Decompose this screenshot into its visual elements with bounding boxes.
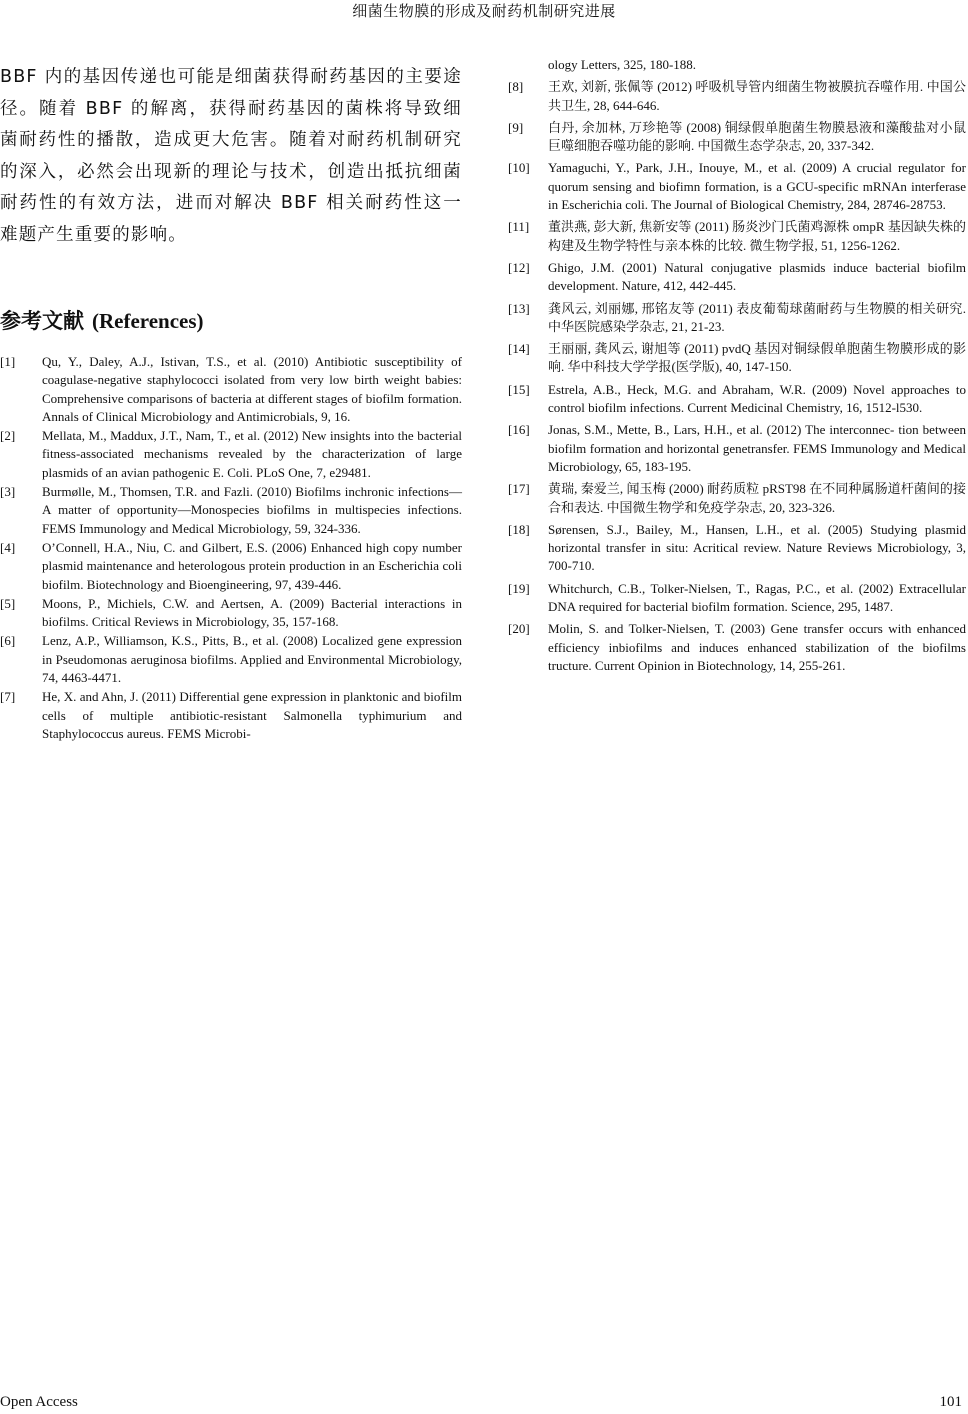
reference-text: Jonas, S.M., Mette, B., Lars, H.H., et al. (2012) The interconnec- tion between biofilm formation and horizontal genetransfer. FEMS Immunology and Medical Microbiology, 65, 183-195. <box>548 422 966 474</box>
reference-number: [14] <box>508 341 530 357</box>
reference-text: 白丹, 余加林, 万珍艳等 (2008) 铜绿假单胞菌生物膜悬液和藻酸盐对小鼠巨噬细胞吞噬功能的影响. 中国微生态学杂志, 20, 337-342. <box>548 119 966 154</box>
reference-number: [13] <box>508 300 530 316</box>
reference-item <box>508 218 966 255</box>
reference-text: Whitchurch, C.B., Tolker-Nielsen, T., Ragas, P.C., et al. (2002) Extracellular DNA required for bacterial biofilm formation. Science, 295, 1487. <box>548 580 966 615</box>
reference-number: [20] <box>508 621 530 637</box>
reference-number: [1] <box>0 354 16 369</box>
reference-text: Molin, S. and Tolker-Nielsen, T. (2003) Gene transfer occurs with enhanced efficiency inbiofilms and induces enhanced stabilization of the biofilms tructure. Current Opinion in Biotechnology, 14, 255-261. <box>548 621 966 673</box>
reference-item <box>508 381 966 418</box>
reference-number: [4] <box>0 539 16 555</box>
page-number: 101 <box>939 1394 962 1410</box>
reference-text: Moons, P., Michiels, C.W. and Aertsen, A. (2009) Bacterial interactions in biofilms. Critical Reviews in Microbiology, 35, 157-168. <box>42 595 462 630</box>
reference-number: [16] <box>508 422 530 438</box>
reference-text: Ghigo, J.M. (2001) Natural conjugative plasmids induce bacterial biofilm development. Nature, 412, 442-445. <box>548 259 966 294</box>
references-heading-cn: 参考文献 <box>0 309 84 333</box>
reference-item <box>0 353 462 426</box>
reference-item <box>508 580 966 617</box>
references-heading-en: (References) <box>92 309 204 333</box>
reference-text: O’Connell, H.A., Niu, C. and Gilbert, E.S. (2006) Enhanced high copy number plasmid maintenance and heterologous protein production in an Escherichia coli biofilm. Biotechnology and Bioengineering, 97, 439-446. <box>42 539 462 592</box>
reference-text: Sørensen, S.J., Bailey, M., Hansen, L.H., et al. (2005) Studying plasmid horizontal transfer in situ: Acritical review. Nature Reviews Microbiology, 3, 700-710. <box>548 521 966 574</box>
reference-text: Yamaguchi, Y., Park, J.H., Inouye, M., et al. (2009) A crucial regulator for quorum sensing and biofimn formation, is a GCU-specific mRNAn interferase in Escherichia coli. The Journal of Biological Chemistry, 284, 28746-28753. <box>548 160 966 213</box>
reference-number: [7] <box>0 689 16 705</box>
reference-number: [19] <box>508 580 530 596</box>
reference-text: 王欢, 刘新, 张佩等 (2012) 呼吸机导管内细菌生物被膜抗吞噬作用. 中国公共卫生, 28, 644-646. <box>548 79 966 113</box>
footer-open-access: Open Access <box>0 1394 78 1410</box>
reference-item <box>0 595 462 632</box>
reference-text: Qu, Y., Daley, A.J., Istivan, T.S., et al. (2010) Antibiotic susceptibility of coagulase-negative staphylococci isolated from very low birth weight babies: Comprehensive comparisons of bacteria at different stages of biofilm formation. Annals of Clinical Microbiology and Antimicrobials, 9, 16. <box>42 354 462 424</box>
body-paragraph: BBF 内的基因传递也可能是细菌获得耐药基因的主要途径。随着 BBF 的解离，获得耐药基因的菌株将导致细菌耐药性的播散，造成更大危害。随着对耐药机制研究的深入，必然会出现新的理论与技术，创造出抵抗细菌耐药性的有效方法，进而对解决 BBF 相关耐药性这一难题产生重要的影响。 <box>0 67 462 245</box>
reference-item <box>0 427 462 482</box>
reference-list-right <box>508 78 966 675</box>
reference-text: Estrela, A.B., Heck, M.G. and Abraham, W.R. (2009) Novel approaches to control biofilm infections. Current Medicinal Chemistry, 16, 1512-l530. <box>548 381 966 416</box>
reference-text: Burmølle, M., Thomsen, T.R. and Fazli. (2010) Biofilms inchronic infections—A matter of opportunity—Monospecies biofilms in multispecies infections. FEMS Immunology and Medical Microbiology, 59, 324-336. <box>42 484 462 536</box>
reference-number: [12] <box>508 259 530 275</box>
reference-continuation: ology Letters, 325, 180-188. <box>548 57 697 72</box>
reference-number: [5] <box>0 595 16 611</box>
reference-number: [8] <box>508 79 524 95</box>
reference-number: [17] <box>508 481 530 497</box>
reference-text: 王丽丽, 龚风云, 谢旭等 (2011) pvdQ 基因对铜绿假单胞菌生物膜形成的影响. 华中科技大学学报(医学版), 40, 147-150. <box>548 341 966 375</box>
reference-item <box>508 340 966 377</box>
reference-text: Mellata, M., Maddux, J.T., Nam, T., et al. (2012) New insights into the bacterial fitness-associated mechanisms revealed by the characterization of large plasmids of an avian pathogenic E. Coli. PLoS One, 7, e29481. <box>42 428 462 480</box>
reference-number: [11] <box>508 219 530 235</box>
reference-number: [18] <box>508 521 530 537</box>
reference-number: [6] <box>0 633 16 649</box>
reference-number: [15] <box>508 381 530 397</box>
reference-text: 董洪燕, 彭大新, 焦新安等 (2011) 肠炎沙门氏菌鸡源株 ompR 基因缺失株的构建及生物学特性与亲本株的比较. 微生物学报, 51, 1256-1262. <box>548 219 966 253</box>
reference-item <box>508 159 966 214</box>
reference-list-left <box>0 353 462 743</box>
reference-text: He, X. and Ahn, J. (2011) Differential gene expression in planktonic and biofilm cells of multiple antibiotic-resistant Salmonella typhimurium and Staphylococcus aureus. FEMS Microbi- <box>42 689 462 741</box>
right-column <box>508 56 966 679</box>
reference-text: Lenz, A.P., Williamson, K.S., Pitts, B., et al. (2008) Localized gene expression in Pseudomonas aeruginosa biofilms. Applied and Environmental Microbiology, 74, 4463-4471. <box>42 633 462 686</box>
reference-text: 龚风云, 刘丽娜, 邢铭友等 (2011) 表皮葡萄球菌耐药与生物膜的相关研究. 中华医院感染学杂志, 21, 21-23. <box>548 300 966 334</box>
reference-item <box>508 300 966 337</box>
reference-number: [9] <box>508 119 524 135</box>
reference-item <box>0 632 462 687</box>
reference-number: [10] <box>508 160 530 176</box>
running-header: 细菌生物膜的形成及耐药机制研究进展 <box>352 2 616 20</box>
reference-item <box>508 78 966 115</box>
reference-item <box>508 521 966 576</box>
reference-number: [3] <box>0 484 16 500</box>
reference-item <box>0 539 462 594</box>
reference-item <box>0 483 462 538</box>
reference-item <box>508 259 966 296</box>
reference-text: 黄瑞, 秦爱兰, 闻玉梅 (2000) 耐药质粒 pRST98 在不同种属肠道杆菌间的接合和表达. 中国微生物学和免疫学杂志, 20, 323-326. <box>548 481 966 515</box>
left-column <box>0 62 462 744</box>
references-heading <box>0 305 462 335</box>
reference-item <box>0 688 462 743</box>
reference-item <box>508 119 966 156</box>
reference-item <box>508 620 966 675</box>
reference-number: [2] <box>0 428 16 444</box>
reference-item <box>508 480 966 517</box>
reference-item <box>508 421 966 476</box>
